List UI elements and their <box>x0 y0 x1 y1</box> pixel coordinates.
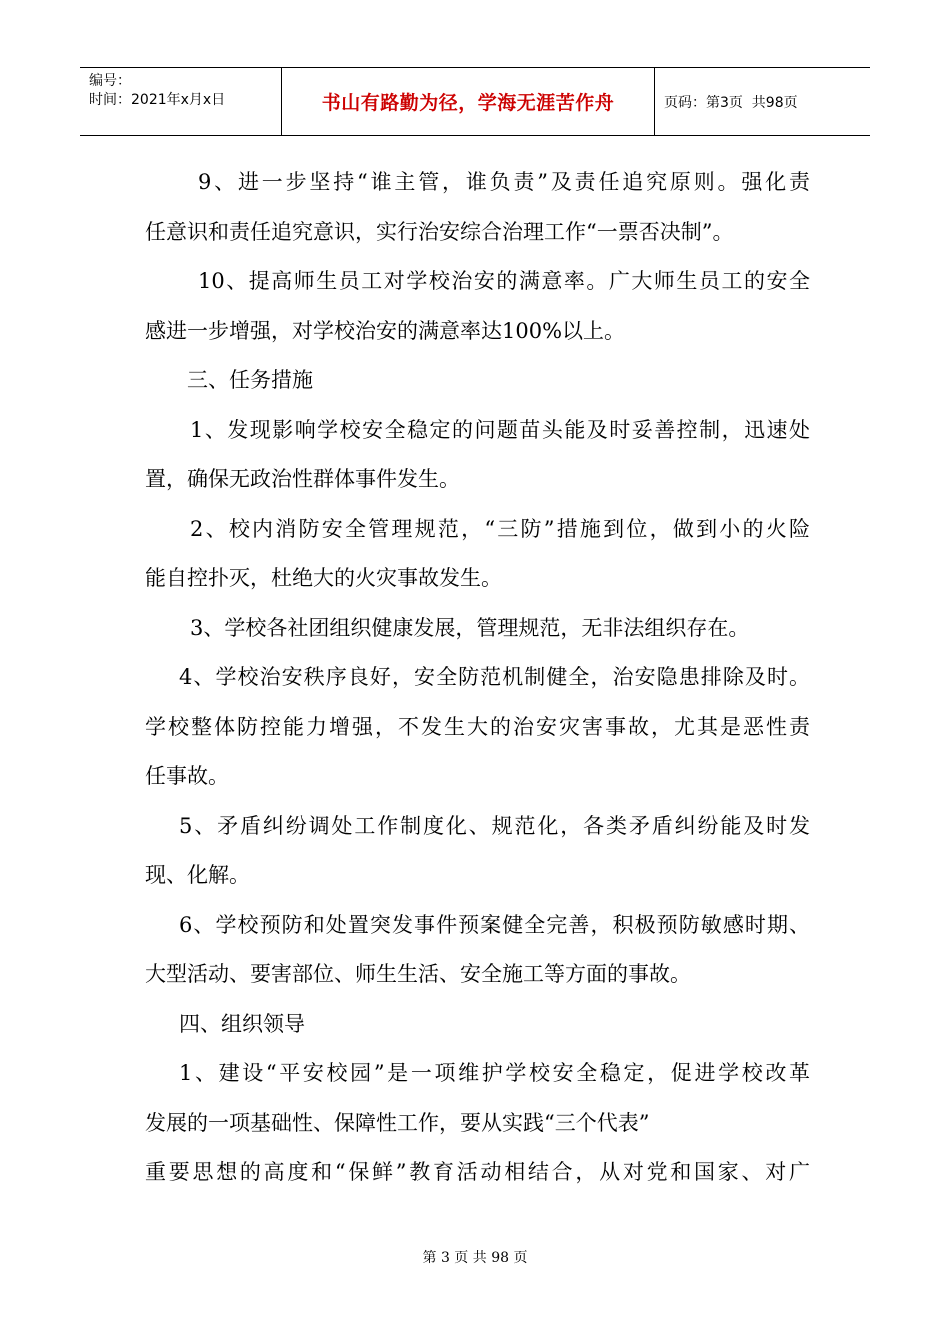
body-line: 任意识和责任追究意识，实行治安综合治理工作“一票否决制”。 <box>145 219 734 244</box>
body-line: 发展的一项基础性、保障性工作，要从实践“三个代表” <box>145 1110 650 1135</box>
body-line: 4、学校治安秩序良好，安全防范机制健全，治安隐患排除及时。 <box>179 665 810 689</box>
body-line: 置，确保无政治性群体事件发生。 <box>145 467 460 491</box>
header-page-cell <box>655 68 870 135</box>
header-page-info: 页码：第3页 共98页 <box>664 94 798 111</box>
body-line: 3、学校各社团组织健康发展，管理规范，无非法组织存在。 <box>190 615 750 640</box>
body-line: 能自控扑灭，杜绝大的火灾事故发生。 <box>145 566 502 590</box>
body-line: 2、校内消防安全管理规范，“三防”措施到位，做到小的火险 <box>190 516 810 541</box>
body-line: 1、发现影响学校安全稳定的问题苗头能及时妥善控制，迅速处 <box>190 417 810 442</box>
body-line: 现、化解。 <box>145 863 250 887</box>
body-line: 重要思想的高度和“保鲜”教育活动相结合，从对党和国家、对广 <box>145 1160 810 1184</box>
header-meta-cell <box>80 68 282 135</box>
header-motto: 书山有路勤为径，学海无涯苦作舟 <box>321 92 615 114</box>
body-line: 6、学校预防和处置突发事件预案健全完善，积极预防敏感时期、 <box>179 912 810 937</box>
body-line: 大型活动、要害部位、师生生活、安全施工等方面的事故。 <box>145 962 691 986</box>
body-line: 10、提高师生员工对学校治安的满意率。广大师生员工的安全 <box>198 269 810 293</box>
document-number-label: 编号： <box>89 73 131 89</box>
section-heading: 四、组织领导 <box>179 1011 305 1036</box>
body-line: 任事故。 <box>145 764 229 788</box>
body-line: 感进一步增强，对学校治安的满意率达100%以上。 <box>145 318 626 343</box>
page-header <box>80 67 870 136</box>
body-line: 学校整体防控能力增强，不发生大的治安灾害事故，尤其是恶性责 <box>145 714 810 739</box>
body-line: 1、建设“平安校园”是一项维护学校安全稳定，促进学校改革 <box>179 1061 810 1085</box>
body-line: 5、矛盾纠纷调处工作制度化、规范化，各类矛盾纠纷能及时发 <box>179 813 810 838</box>
page-footer: 第 3 页 共 98 页 <box>422 1250 528 1266</box>
body-line: 9、进一步坚持“谁主管，谁负责”及责任追究原则。强化责 <box>198 170 810 194</box>
document-time-label: 时间：2021年x月x日 <box>89 92 226 108</box>
header-motto-cell <box>282 68 655 135</box>
document-body <box>145 158 810 1198</box>
section-heading: 三、任务措施 <box>187 368 313 392</box>
